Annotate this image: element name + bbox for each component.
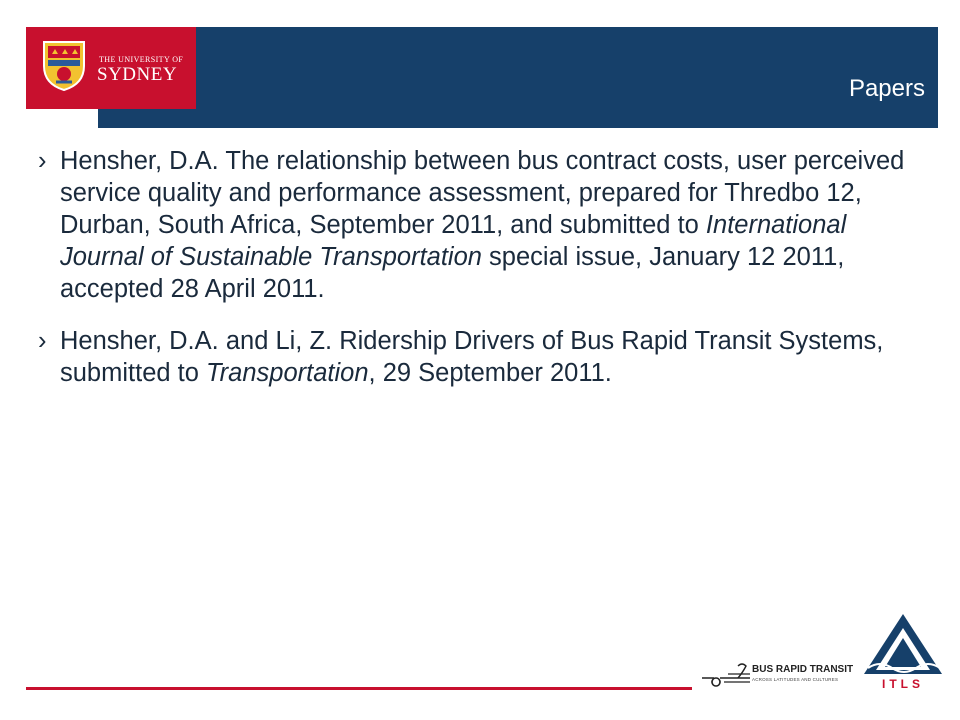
brt-subtitle: ACROSS LATITUDES AND CULTURES	[752, 677, 839, 682]
reference-text-tail: special issue, January 12 2011, accepted 28 April 2011.	[60, 243, 845, 303]
reference-text: Hensher, D.A. The relationship between bus contract costs, user perceived service quality and performance assessment, prepared for Thredbo 12, Durban, South Africa, September 2011, and submitted to	[60, 147, 905, 239]
header-bar	[98, 27, 938, 128]
reference-list	[38, 145, 918, 409]
crest-icon	[42, 40, 86, 92]
university-logo[interactable]	[26, 27, 196, 109]
list-item	[38, 145, 918, 305]
bullet-chevron: ›	[38, 147, 47, 175]
bus-rapid-transit-icon	[700, 660, 752, 688]
page-title: Papers	[848, 75, 925, 102]
reference-text: Hensher, D.A. and Li, Z. Ridership Drivers of Bus Rapid Transit Systems, submitted to	[60, 327, 884, 387]
brt-title: BUS RAPID TRANSIT	[752, 664, 854, 675]
list-item	[38, 325, 918, 389]
itls-label: ITLS	[882, 677, 924, 691]
logo-line-2: SYDNEY	[97, 64, 178, 85]
journal-title: International Journal of Sustainable Transportation	[60, 211, 847, 271]
journal-title: Transportation	[206, 359, 369, 387]
itls-logo	[862, 612, 944, 692]
logo-line-1: THE UNIVERSITY OF	[99, 55, 184, 64]
reference-text-tail: , 29 September 2011.	[368, 359, 612, 387]
footer-divider	[26, 687, 692, 690]
bullet-chevron: ›	[38, 327, 47, 355]
